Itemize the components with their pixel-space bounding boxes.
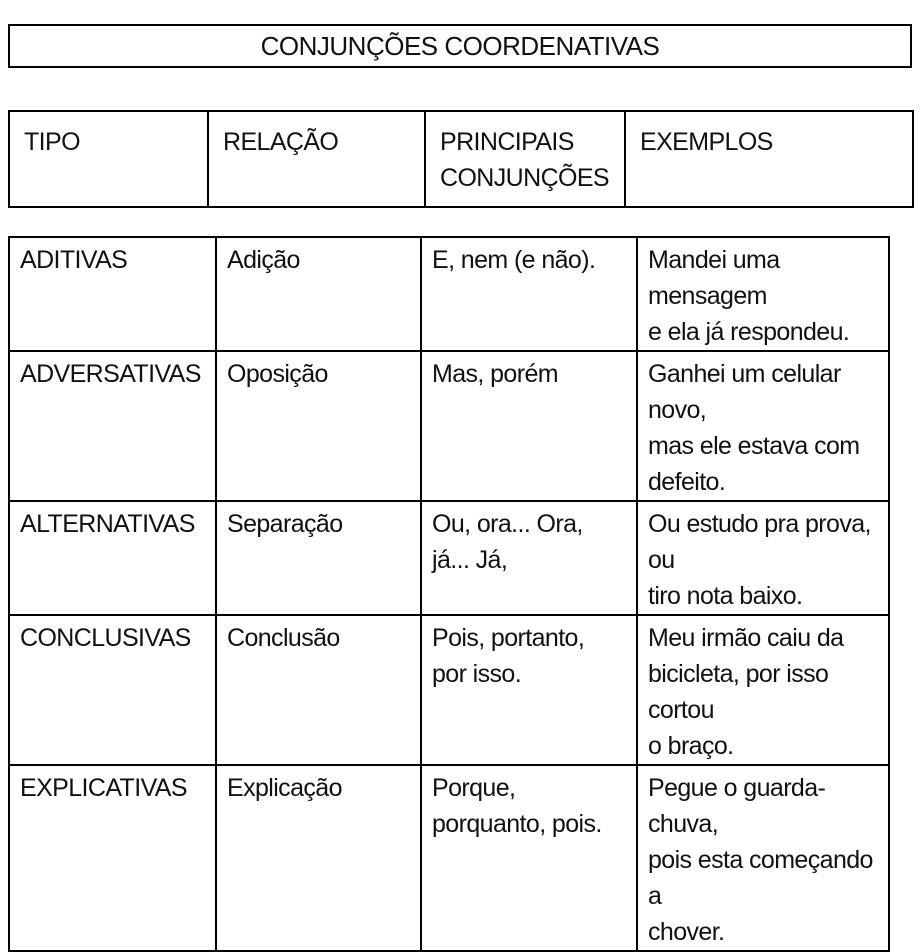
table-title [8, 24, 912, 68]
header-cell-tipo: TIPO [9, 111, 208, 207]
cell-relacao: Conclusão [216, 615, 421, 765]
cell-conjuncoes: Porque, porquanto, pois. [421, 765, 637, 951]
header-row [9, 111, 913, 207]
cell-conjuncoes: Mas, porém [421, 351, 637, 501]
cell-tipo: ALTERNATIVAS [9, 501, 216, 615]
table-row [9, 351, 889, 501]
cell-tipo: EXPLICATIVAS [9, 765, 216, 951]
cell-conjuncoes: E, nem (e não). [421, 237, 637, 351]
cell-conjuncoes: Pois, portanto, por isso. [421, 615, 637, 765]
cell-relacao: Separação [216, 501, 421, 615]
header-cell-relacao: RELAÇÃO [208, 111, 425, 207]
title-text: CONJUNÇÕES COORDENATIVAS [260, 30, 660, 61]
table-row [9, 237, 889, 351]
header-cell-conjuncoes: PRINCIPAIS CONJUNÇÕES [425, 111, 625, 207]
header-table [8, 110, 914, 208]
cell-exemplos: Ou estudo pra prova, ou tiro nota baixo. [637, 501, 889, 615]
header-cell-exemplos: EXEMPLOS [625, 111, 913, 207]
cell-exemplos: Ganhei um celular novo, mas ele estava com defeito. [637, 351, 889, 501]
table-row [9, 765, 889, 951]
cell-relacao: Adição [216, 237, 421, 351]
cell-relacao: Explicação [216, 765, 421, 951]
cell-tipo: ADITIVAS [9, 237, 216, 351]
table-row [9, 501, 889, 615]
cell-tipo: CONCLUSIVAS [9, 615, 216, 765]
cell-relacao: Oposição [216, 351, 421, 501]
cell-conjuncoes: Ou, ora... Ora, já... Já, [421, 501, 637, 615]
cell-exemplos: Mandei uma mensagem e ela já respondeu. [637, 237, 889, 351]
body-table [8, 236, 890, 952]
cell-tipo: ADVERSATIVAS [9, 351, 216, 501]
cell-exemplos: Pegue o guarda- chuva, pois esta começando a chover. [637, 765, 889, 951]
cell-exemplos: Meu irmão caiu da bicicleta, por isso cortou o braço. [637, 615, 889, 765]
table-row [9, 615, 889, 765]
